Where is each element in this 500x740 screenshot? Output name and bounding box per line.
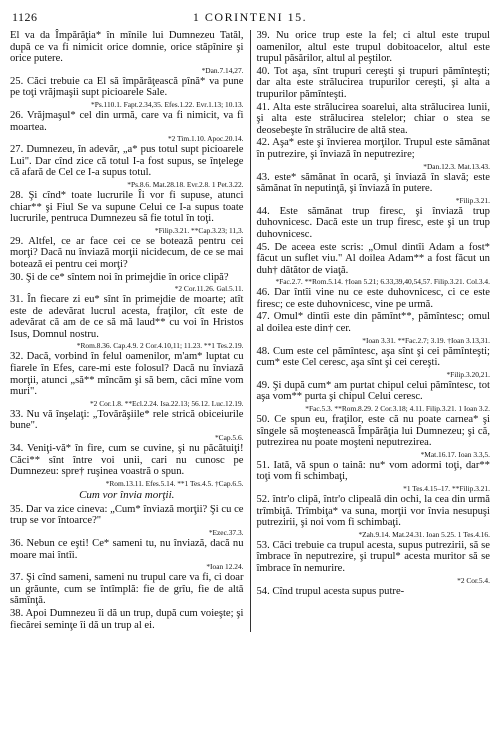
verse-text: 37. Şi cînd sameni, sameni nu trupul care va fi, ci doar un grăunte, cum se întîmplă: fie de grîu, fie de altă sămînţă. [10,572,244,607]
cross-reference: *Rom.8.36. Cap.4.9. 2 Cor.4.10,11; 11.23. **1 Tes.2.19. [76,341,244,351]
cross-reference: *Dan.12.3. Mat.13.43. [423,161,490,171]
verse-text: 48. Cum este cel pămîntesc, aşa sînt şi cei pămînteşti; cum* este Cel ceresc, aşa sînt şi cei cereşti. [256,345,490,369]
verse-text: 36. Nebun ce eşti! Ce* sameni tu, nu înviază, dacă nu moare mai întîi. [10,538,244,561]
verse-text: 45. De aceea este scris: „Omul dintîi Adam a fost* făcut un suflet viu." Al doilea Adam** a fost făcut un duh† dătător de viaţă. [256,241,490,276]
cross-reference: *Ezec.37.3. [208,528,244,537]
verse-text: 28. Şi cînd* toate lucrurile Îi vor fi supuse, atunci chiar** şi Fiul Se va supune Celui ce I-a supus toate lucrurile, pentruca Dumnezeu să fie totul în toţi. [10,189,244,225]
verse-text: 29. Altfel, ce ar face cei ce se botează pentru cei morţi? Dacă nu înviază morţii nicidecum, de ce se mai botează ei pentru cei morţi? [10,235,244,270]
cross-reference: *Filip.3.21. **Cap.3.23; 11,3. [154,225,244,235]
verse-text: 38. Apoi Dumnezeu îi dă un trup, după cum voieşte; şi fiecărei seminţe îi dă un trup al ei. [10,607,244,631]
verse-text: 30. Şi de ce* sîntem noi în primejdie în orice clipă? [10,271,229,283]
verse-text: 32. Dacă, vorbind în felul oamenilor, m'am* luptat cu fiarele în Efes, care-mi este folosul? Dacă nu înviază morţii, atunci „să** mîncăm şi să bem, căci mîne vom muri". [10,351,244,398]
page-header [10,8,490,26]
cross-reference: *Cap.5.6. [214,433,244,443]
cross-reference: *2 Tim.1.10. Apoc.20.14. [167,134,244,144]
verse-text: 33. Nu vă înşelaţi: „Tovărăşiile* rele strică obiceiurile bune". [10,408,244,432]
verse-text: 46. Dar întîi vine nu ce este duhovnicesc, ci ce este firesc; ce este duhovnicesc, vine pe urmă. [256,287,490,310]
cross-reference: *1 Tes.4.15–17. **Filip.3.21. [403,484,490,493]
cross-reference: *2 Cor.1.8. **Ecl.2.24. Isa.22.13; 56.12. Luc.12.19. [89,398,244,408]
cross-reference: *Fac.2.7. **Rom.5.14. †Ioan 5.21; 6.33,39,40,54,57. Filip.3.21. Col.3.4. [275,277,490,287]
verse-text: 42. Aşa* este şi învierea morţilor. Trupul este sămănat în putrezire, şi înviază în neputrezire; [256,137,490,160]
verse-text: 50. Ce spun eu, fraţilor, este că nu poate carnea* şi sîngele să moştenească Împărăţia lui Dumnezeu; şi că, putrezirea nu poate moşteni neputrezirea. [256,414,490,449]
cross-reference: *Ioan 12.24. [206,562,244,572]
book-title: 1 CORINTENI 15. [192,10,308,24]
cross-reference: *Ioan 3.31. **Fac.2.7; 3.19. †Ioan 3.13,31. [362,335,490,345]
verse-text: 31. În fiecare zi eu* sînt în primejdie de moarte; atît este de adevărat lucrul acesta, fraţilor, cît este de adevărat că am de ce să mă laud** cu voi în Hristos Isus, Domnul nostru. [10,294,244,340]
verse-text: 53. Căci trebuie ca trupul acesta, supus putrezirii, să se îmbrace în neputrezire, şi trupul* acesta muritor să se îmbrace în nemurire. [256,539,490,574]
verse-text: 43. este* sămănat în ocară, şi înviază în slavă; este sămănat în neputinţă, şi înviază în putere. [256,171,490,195]
verse-text: 39. Nu orice trup este la fel; ci altul este trupul oamenilor, altul este trupul dobitoacelor, altul este trupul păsărilor, altul al peştilor. [256,30,490,65]
cross-reference: *Mat.16.17. Ioan 3.3,5. [420,449,490,459]
verse-text: 47. Omul* dintîi este din pămînt**, pămîntesc; omul al doilea este din† cer. [256,311,490,335]
verse-text: 25. Căci trebuie ca El să împărăţească pînă* va pune pe toţi vrăjmaşii supt picioarele Sale. [10,75,244,99]
verse-text: 41. Alta este strălucirea soarelui, alta strălucirea lunii, şi alta este strălucirea stelelor; chiar o stea se deosebeşte în strălucire de altă stea. [256,101,490,136]
verse-text: El va da Împărăţia* în mînile lui Dumnezeu Tatăl, după ce va fi nimicit orice domnie, orice stăpînire şi orice putere. [10,30,244,65]
cross-reference: *2 Cor.11.26. Gal.5.11. [174,284,244,294]
cross-reference: *Ps.8.6. Mat.28.18. Evr.2.8. 1 Pet.3.22. [127,179,244,189]
verse-text: 34. Veniţi-vă* în fire, cum se cuvine, şi nu păcătuiţi! Căci** sînt între voi unii, cari nu cunosc pe Dumnezeu: spre† ruşinea voastră o spun. [10,443,244,478]
cross-reference: *Fac.5.3. **Rom.8.29. 2 Cor.3.18; 4.11. Filip.3.21. 1 Ioan 3.2. [305,404,490,414]
verse-text: 35. Dar va zice cineva: „Cum* înviază morţii? Şi cu ce trup se vor întoarce?" [10,503,244,527]
cross-reference: *2 Cor.5.4. [457,575,490,585]
verse-text: 49. Şi după cum* am purtat chipul celui pămîntesc, tot aşa vom** purta şi chipul Celui ceresc. [256,379,490,403]
cross-reference: *Rom.13.11. Efes.5.14. **1 Tes.4.5. †Cap.6.5. [105,478,244,488]
section-heading: Cum vor învia morţii. [79,488,175,501]
verse-text: 44. Este sămănat trup firesc, şi înviază trup duhovnicesc. Dacă este un trup firesc, este şi un trup duhovnicesc. [256,205,490,240]
verse-text: 27. Dumnezeu, în adevăr, „a* pus totul supt picioarele Lui". Dar cînd zice că totul I-a fost supus, se înţelege că afară de Cel ce I-a supus totul. [10,144,244,179]
page-number: 1126 [12,10,38,24]
text-columns [10,30,490,632]
cross-reference: *Filip.3.20,21. [446,369,490,379]
verse-text: 26. Vrăjmaşul* cel din urmă, care va fi nimicit, va fi moartea. [10,109,244,133]
left-column [10,30,250,632]
verse-text: 54. Cînd trupul acesta supus putre- [256,585,405,597]
cross-reference: *Filip.3.21. [455,195,490,205]
verse-text: 52. într'o clipă, într'o clipeală din ochi, la cea din urmă trîmbiţă. Trîmbiţa* va suna, morţii vor învia nesupuşi putrezirii, şi noi vom fi schimbaţi. [256,494,490,529]
verse-text: 40. Tot aşa, sînt trupuri cereşti şi trupuri pămînteşti; dar alta este strălucirea trupurilor cereşti, şi alta a trupurilor pămînteşti. [256,65,490,100]
cross-reference: *Ps.110.1. Fapt.2.34,35. Efes.1.22. Evr.1.13; 10.13. [91,99,244,109]
right-column [250,30,490,632]
cross-reference: *Zah.9.14. Mat.24.31. Ioan 5.25. 1 Tes.4.16. [358,529,490,539]
cross-reference: *Dan.7.14,27. [201,65,244,75]
verse-text: 51. Iată, vă spun o taină: nu* vom adormi toţi, dar** toţi vom fi schimbaţi, [256,459,490,483]
